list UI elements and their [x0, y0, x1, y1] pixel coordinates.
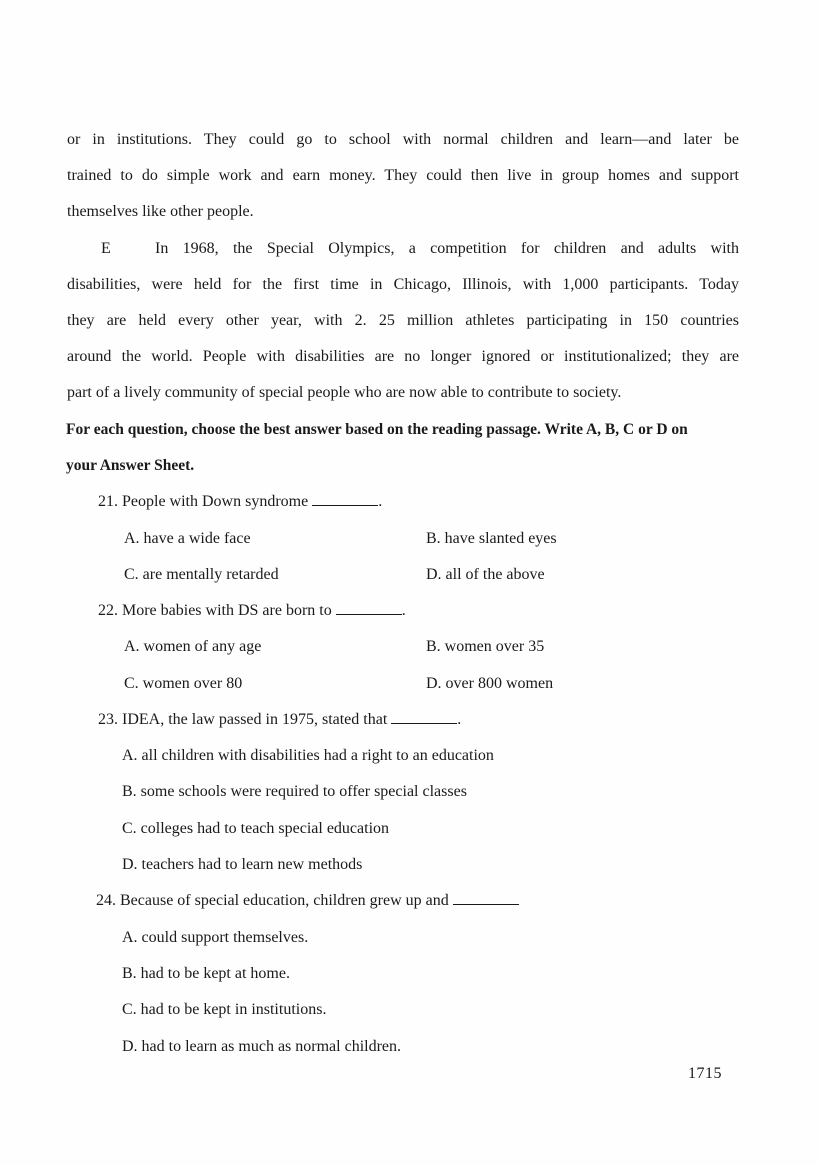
passage-line: themselves like other people.	[67, 203, 254, 220]
question-24-option-a: A. could support themselves.	[122, 929, 309, 946]
passage-line-text: In 1968, the Special Olympics, a competition for children and adults with	[155, 240, 739, 257]
question-23-stem	[98, 708, 461, 732]
passage-line: trained to do simple work and earn money. They could then live in group homes and support	[67, 167, 739, 184]
question-text: 21. People with Down syndrome	[98, 493, 309, 510]
question-21-option-d: D. all of the above	[426, 566, 545, 583]
question-23-option-b: B. some schools were required to offer special classes	[122, 783, 467, 800]
question-instructions	[66, 412, 742, 484]
question-22-option-a: A. women of any age	[124, 638, 262, 655]
passage-continuation	[67, 122, 739, 230]
passage-line: around the world. People with disabilities are no longer ignored or institutionalized; they are	[67, 348, 739, 365]
question-21-option-a: A. have a wide face	[124, 530, 251, 547]
question-21-option-c: C. are mentally retarded	[124, 566, 279, 583]
answer-blank	[453, 890, 519, 905]
question-21-option-b: B. have slanted eyes	[426, 530, 557, 547]
question-end: .	[378, 493, 383, 510]
question-23-option-d: D. teachers had to learn new methods	[122, 856, 363, 873]
question-24-stem	[96, 889, 519, 913]
passage-line: disabilities, were held for the first time in Chicago, Illinois, with 1,000 participants. Today	[67, 276, 739, 293]
instruction-line: For each question, choose the best answer based on the reading passage. Write A, B, C or D on	[66, 421, 688, 438]
passage-line: they are held every other year, with 2. 25 million athletes participating in 150 countries	[67, 312, 739, 329]
answer-blank	[312, 491, 378, 506]
question-23-option-c: C. colleges had to teach special education	[122, 820, 390, 837]
page-number: 1715	[688, 1065, 722, 1082]
question-21-stem	[98, 490, 382, 514]
question-text: 23. IDEA, the law passed in 1975, stated that	[98, 711, 388, 728]
question-24-option-d: D. had to learn as much as normal children.	[122, 1038, 402, 1055]
section-label: E	[101, 240, 111, 257]
question-end: .	[401, 602, 406, 619]
answer-blank	[336, 600, 402, 615]
question-text: 22. More babies with DS are born to	[98, 602, 332, 619]
question-text: 24. Because of special education, children grew up and	[96, 892, 449, 909]
question-23-option-a: A. all children with disabilities had a right to an education	[122, 747, 494, 764]
question-22-option-b: B. women over 35	[426, 638, 545, 655]
passage-section-e	[67, 231, 739, 411]
question-end: .	[457, 711, 462, 728]
question-24-option-c: C. had to be kept in institutions.	[122, 1001, 327, 1018]
passage-line: part of a lively community of special people who are now able to contribute to society.	[67, 384, 622, 401]
question-22-option-d: D. over 800 women	[426, 675, 554, 692]
answer-blank	[391, 709, 457, 724]
question-22-stem	[98, 599, 406, 623]
question-22-option-c: C. women over 80	[124, 675, 243, 692]
passage-line: or in institutions. They could go to school with normal children and learn—and later be	[67, 131, 739, 148]
instruction-line: your Answer Sheet.	[66, 457, 195, 474]
passage-line	[67, 231, 739, 267]
question-24-option-b: B. had to be kept at home.	[122, 965, 290, 982]
